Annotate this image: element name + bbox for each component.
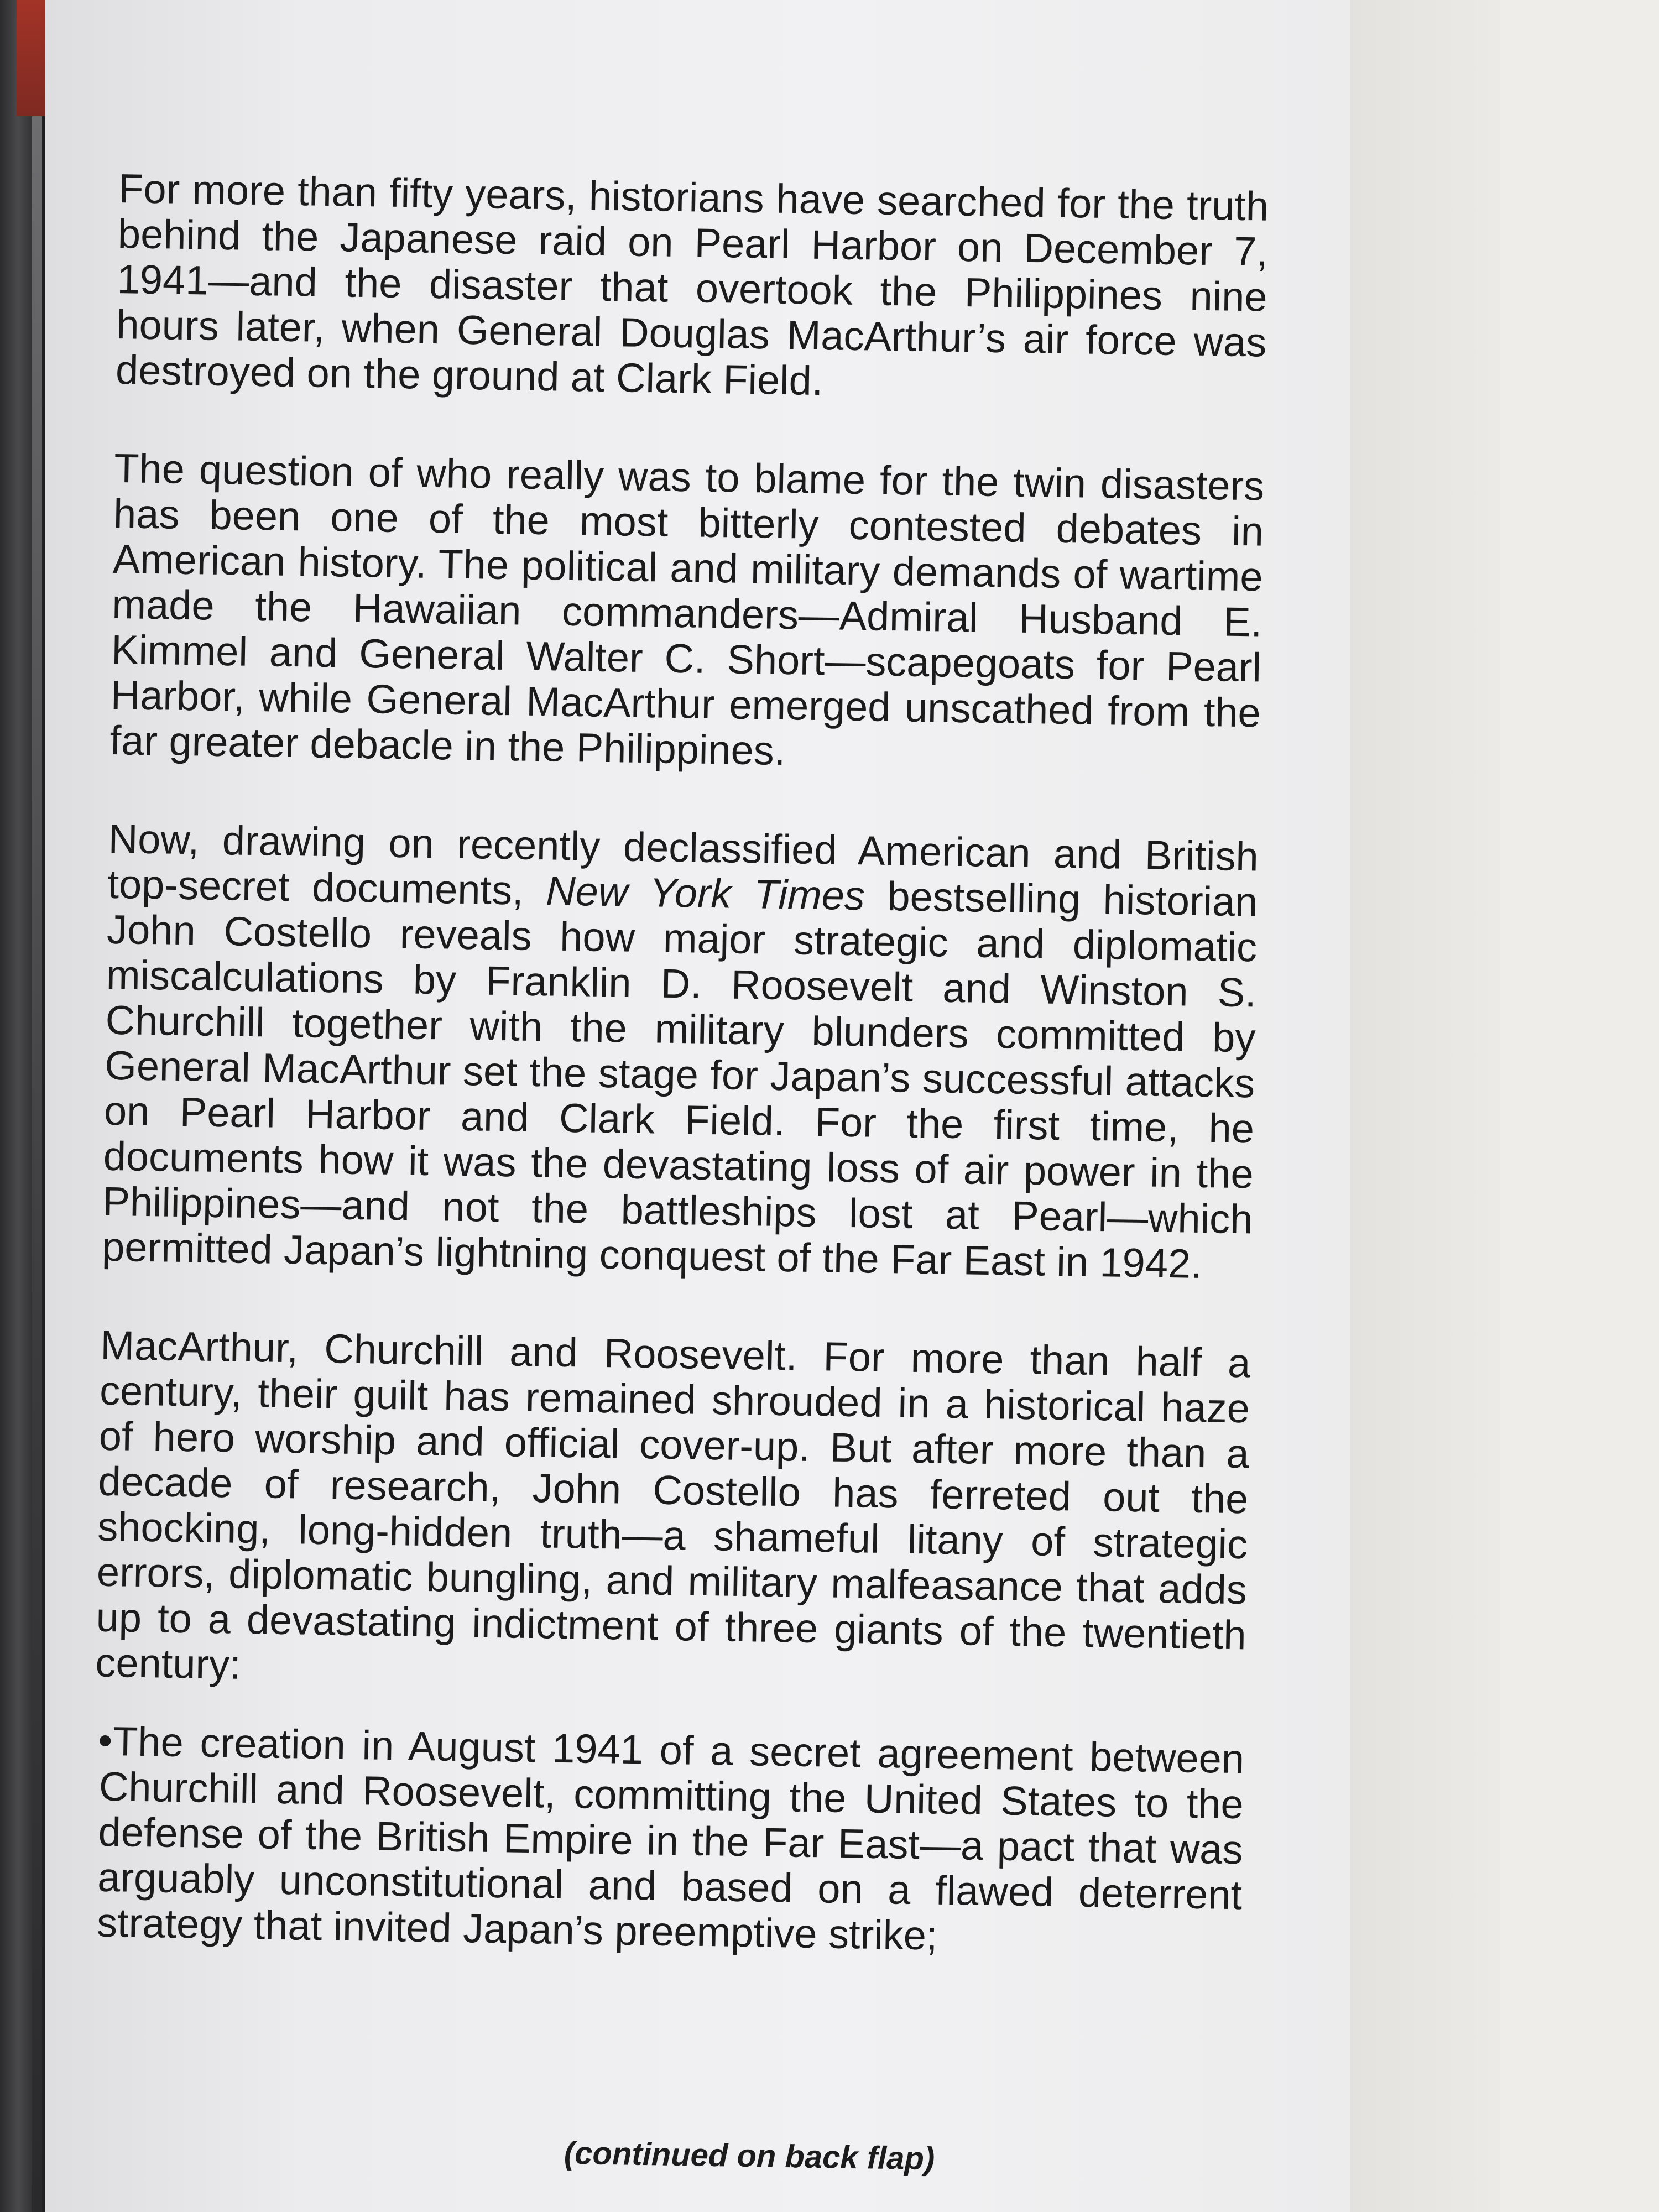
paragraph-3-lead: Now, drawing on recently declassified American and British top-secret documents,	[107, 815, 1259, 914]
flap-shadow-area	[1350, 0, 1500, 2212]
spine-red-band	[17, 0, 45, 116]
bullet-text: The creation in August 1941 of a secret agreement between Churchill and Roosevelt, committing the United States to the defense of the British Empire in the Far East—a pact that was arguably unconstitutional and based on a flawed deterrent strategy that invited Japan’s preemptive strike;	[96, 1718, 1245, 1959]
flap-paragraph-3	[102, 816, 1259, 1288]
bullet-icon	[100, 1735, 111, 1746]
flap-copy	[90, 166, 1269, 2016]
newspaper-title: New York Times	[545, 868, 865, 919]
flap-paragraph-1: For more than fifty years, historians have searched for the truth behind the Japanese raid on Pearl Harbor on December 7, 1941—and the disaster that overtook the Philippines nine hours later, when General Douglas MacArthur’s air force was destroyed on the ground at Clark Field.	[115, 165, 1269, 404]
flap-paragraph-4: MacArthur, Churchill and Roosevelt. For more than half a century, their guilt has remained shrouded in a historical haze of hero worship and official cover-up. But after more than a decade of research, John Costello has ferreted out the shocking, long-hidden truth—a shameful litany of strategic errors, diplomatic bungling, and military malfeasance that adds up to a devastating indictment of three giants of the twentieth century:	[95, 1322, 1251, 1688]
continued-note: (continued on back flap)	[564, 2135, 935, 2177]
background-surface	[1500, 0, 1659, 2212]
spine-edge	[32, 116, 42, 2212]
bullet-item-1	[91, 1719, 1244, 1964]
flap-paragraph-2: The question of who really was to blame for the twin disasters has been one of the most bitterly contested debates in American history. The political and military demands of wartime made the Hawaiian commanders—Admiral Husband E. Kimmel and General Walter C. Short—scapegoats for Pearl Harbor, while General MacArthur emerged unscathed from the far greater debacle in the Philippines.	[109, 445, 1265, 774]
paragraph-3-body: bestselling historian John Costello reveals how major strategic and diplomatic miscalculations by Franklin D. Roosevelt and Winston S. Churchill together with the military blunders committed by General MacArthur set the stage for Japan’s successful attacks on Pearl Harbor and Clark Field. For the first time, he documents how it was the devastating loss of air power in the Philippines—and not the battleships lost at Pearl—which permitted Japan’s lightning conquest of the Far East in 1942.	[101, 873, 1259, 1287]
